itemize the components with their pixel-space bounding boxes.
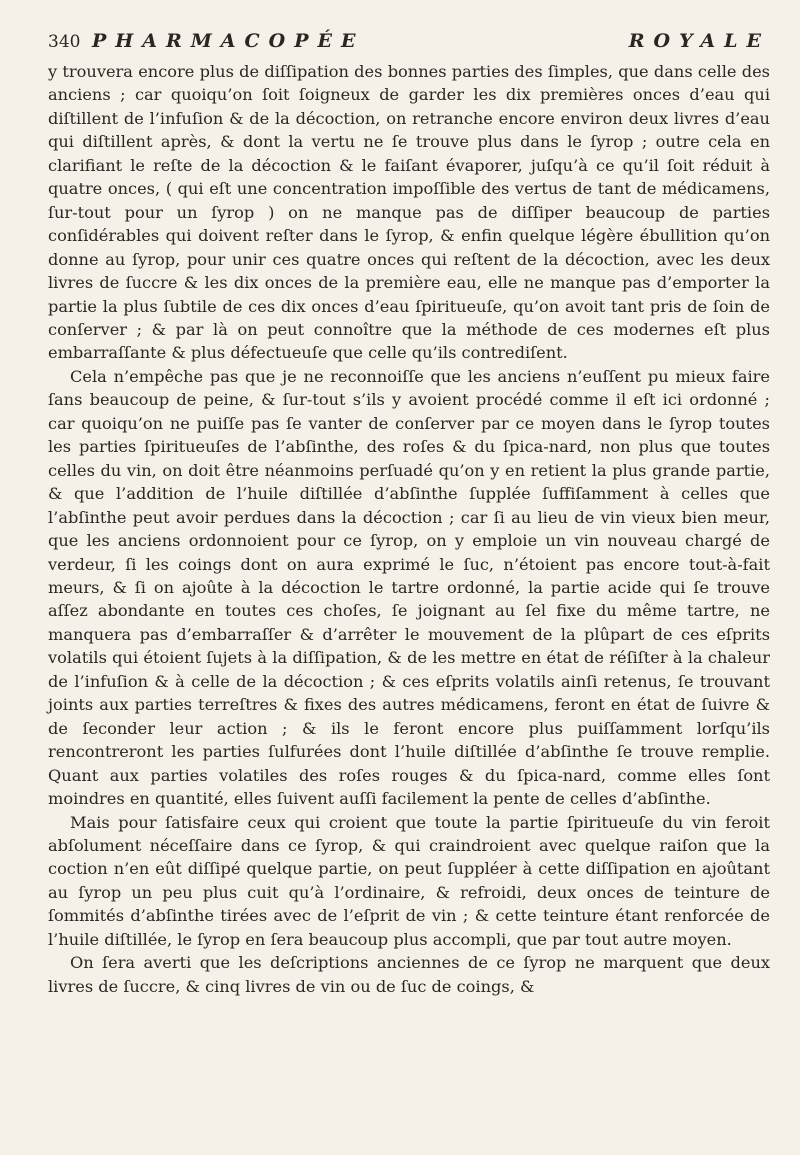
paragraph: On ſera averti que les deſcriptions anciennes de ce ſyrop ne marquent que deux livres de ſuccre, & cinq livres de vin ou de ſuc de coings, & bbox=[48, 953, 770, 996]
running-head bbox=[48, 30, 770, 54]
book-page bbox=[48, 30, 770, 998]
paragraph: Mais pour ſatisfaire ceux qui croient que toute la partie ſpiritueuſe du vin feroit abſolument néceſſaire dans ce ſyrop, & qui craindroient avec quelque raiſon que la coction n’en eût diſſipé quelque partie, on peut ſuppléer à cette diſſipation en ajoûtant au ſyrop un peu plus cuit qu’à l’ordinaire, & refroidi, deux onces de teinture de ſommités d’abſinthe tirées avec de l’eſprit de vin ; & cette teinture étant renforcée de l’huile diſtillée, le ſyrop en ſera beaucoup plus accompli, que par tout autre moyen. bbox=[48, 812, 770, 949]
paragraph: Cela n’empêche pas que je ne reconnoiſſe que les anciens n’euſſent pu mieux faire ſans beaucoup de peine, & ſur-tout s’ils y avoient procédé comme il eſt ici ordonné ; car quoiqu’on ne puiſſe pas ſe vanter de conſerver par ce moyen dans le ſyrop toutes les parties ſpiritueuſes de l’abſinthe, des roſes & du ſpica-nard, non plus que toutes celles du vin, on doit être néanmoins perſuadé qu’on y en retient la plus grande partie, & que l’addition de l’huile diſtillée d’abſinthe ſupplée ſuffiſamment à celles que l’abſinthe peut avoir perdues dans la décoction ; car ſi au lieu de vin vieux bien meur, que les anciens ordonnoient pour ce ſyrop, on y emploie un vin nouveau chargé de verdeur, ſi les coings dont on aura exprimé le ſuc, n’étoient pas encore tout-à-fait meurs, & ſi on ajoûte à la décoction le tartre ordonné, la partie acide qui ſe trouve aſſez abondante en toutes ces choſes, ſe joignant au ſel fixe du même tartre, ne manquera pas d’embarraſſer & d’arrêter le mouvement de la plûpart de ces eſprits volatils qui étoient ſujets à la diſſipation, & de les mettre en état de réſiſter à la chaleur de l’infuſion & à celle de la décoction ; & ces eſprits volatils ainſi retenus, ſe trouvant joints aux parties terreſtres & fixes des autres médicamens, feront en état de ſuivre & de ſeconder leur action ; & ils le feront encore plus puiſſamment lorſqu’ils rencontreront les parties ſulfurées dont l’huile diſtillée d’abſinthe ſe trouve remplie. Quant aux parties volatiles des roſes rouges & du ſpica-nard, comme elles ſont moindres en quantité, elles ſuivent auſſi facilement la pente de celles d’abſinthe. bbox=[48, 366, 770, 809]
paragraph: y trouvera encore plus de diſſipation des bonnes parties des ſimples, que dans celle des anciens ; car quoiqu’on ſoit ſoigneux de garder les dix premières onces d’eau qui diſtillent de l’infuſion & de la décoction, on retranche encore environ deux livres d’eau qui diſtillent après, & dont la vertu ne ſe trouve plus dans le ſyrop ; outre cela en clarifiant le reſte de la décoction & le faiſant évaporer, juſqu’à ce qu’il ſoit réduit à quatre onces, ( qui eſt une concentration impoſſible des vertus de tant de médicamens, ſur-tout pour un ſyrop ) on ne manque pas de diſſiper beaucoup de parties conſidérables qui doivent reſter dans le ſyrop, & enfin quelque légère ébullition qu’on donne au ſyrop, pour unir ces quatre onces qui reſtent de la décoction, avec les deux livres de ſuccre & les dix onces de la première eau, elle ne manque pas d’emporter la partie la plus ſubtile de ces dix onces d’eau ſpiritueuſe, qu’on avoit tant pris de ſoin de conſerver ; & par là on peut connoître que la méthode de ces modernes eſt plus embarraſſante & plus défectueuſe que celle qu’ils contrediſent. bbox=[48, 62, 770, 363]
running-title: PHARMACOPÉE ROYALE bbox=[92, 30, 770, 52]
text-body bbox=[48, 60, 770, 998]
page-number: 340 bbox=[48, 32, 81, 52]
